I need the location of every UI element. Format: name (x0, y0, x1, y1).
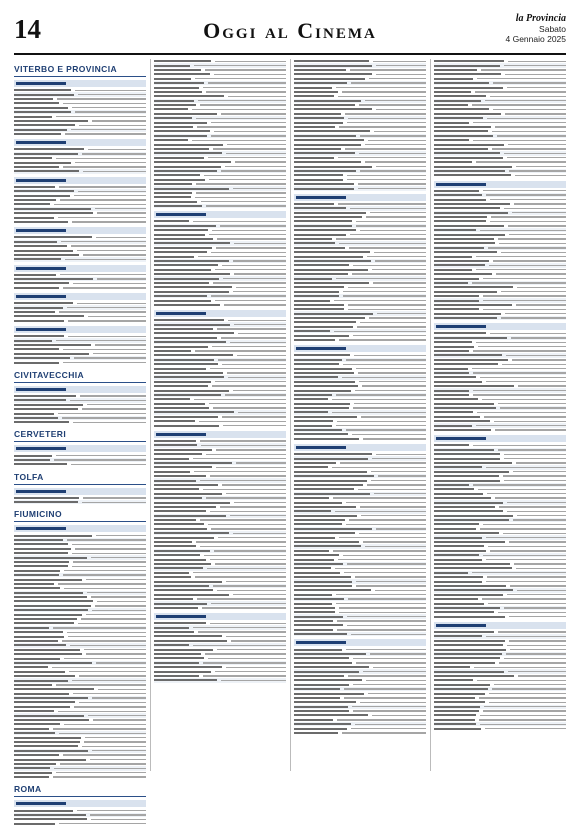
listing-row (14, 286, 146, 290)
cinema-header-bar (14, 177, 146, 184)
listing-row (434, 173, 566, 177)
cinema-header-bar (14, 139, 146, 146)
cinema-header-bar (294, 639, 426, 646)
listing-row (14, 775, 146, 779)
listings-columns (14, 59, 566, 795)
cinema-header-bar (14, 265, 146, 272)
page-number: 14 (14, 14, 41, 44)
cinema-header-bar (294, 444, 426, 451)
listing-row (294, 632, 426, 636)
listing-row (14, 257, 146, 261)
dateline-date: 4 Gennaio 2025 (505, 34, 566, 44)
masthead (506, 14, 567, 44)
listing-row (294, 186, 426, 190)
cinema-header-bar (14, 445, 146, 452)
cinema-header-bar (14, 326, 146, 333)
listing-row (14, 420, 146, 424)
cinema-header-bar (294, 194, 426, 201)
listing-row (14, 360, 146, 364)
section-title: Oggi al Cinema (203, 18, 377, 43)
listings-column-2 (154, 59, 286, 771)
dateline-day: Sabato (539, 24, 566, 34)
cinema-header-bar (14, 386, 146, 393)
listing-row (434, 316, 566, 320)
cinema-header-bar (14, 525, 146, 532)
header-rule (14, 53, 566, 55)
listing-row (154, 606, 286, 610)
region-heading: CERVETERI (14, 427, 146, 442)
listing-row (434, 428, 566, 432)
listing-row (14, 220, 146, 224)
cinema-header-bar (434, 181, 566, 188)
cinema-header-bar (154, 211, 286, 218)
region-heading: VITERBO E PROVINCIA (14, 62, 146, 77)
newspaper-brand: la Provincia (515, 13, 566, 24)
listing-row (14, 462, 146, 466)
listing-row (294, 731, 426, 735)
listing-row (434, 726, 566, 730)
listing-row (434, 614, 566, 618)
listings-column-1 (14, 59, 146, 795)
cinema-header-bar (154, 431, 286, 438)
cinema-header-bar (14, 293, 146, 300)
cinema-header-bar (294, 345, 426, 352)
cinema-header-bar (434, 435, 566, 442)
page-header (14, 14, 566, 52)
region-heading: FIUMICINO (14, 507, 146, 522)
region-heading: ROMA (14, 782, 146, 797)
region-heading: CIVITAVECCHIA (14, 368, 146, 383)
cinema-header-bar (14, 80, 146, 87)
listing-row (14, 132, 146, 136)
listing-row (154, 678, 286, 682)
listing-row (14, 169, 146, 173)
listing-row (294, 338, 426, 342)
cinema-header-bar (14, 227, 146, 234)
cinema-header-bar (14, 488, 146, 495)
cinema-header-bar (434, 622, 566, 629)
region-heading: TOLFA (14, 470, 146, 485)
listings-column-3 (294, 59, 426, 771)
listing-row (14, 500, 146, 504)
cinema-header-bar (154, 613, 286, 620)
listing-row (14, 821, 146, 825)
listing-row (294, 437, 426, 441)
listing-row (154, 423, 286, 427)
cinema-header-bar (434, 323, 566, 330)
listings-column-4 (434, 59, 566, 771)
cinema-header-bar (154, 310, 286, 317)
listing-row (14, 319, 146, 323)
cinema-header-bar (14, 800, 146, 807)
listing-row (154, 303, 286, 307)
listing-row (154, 204, 286, 208)
